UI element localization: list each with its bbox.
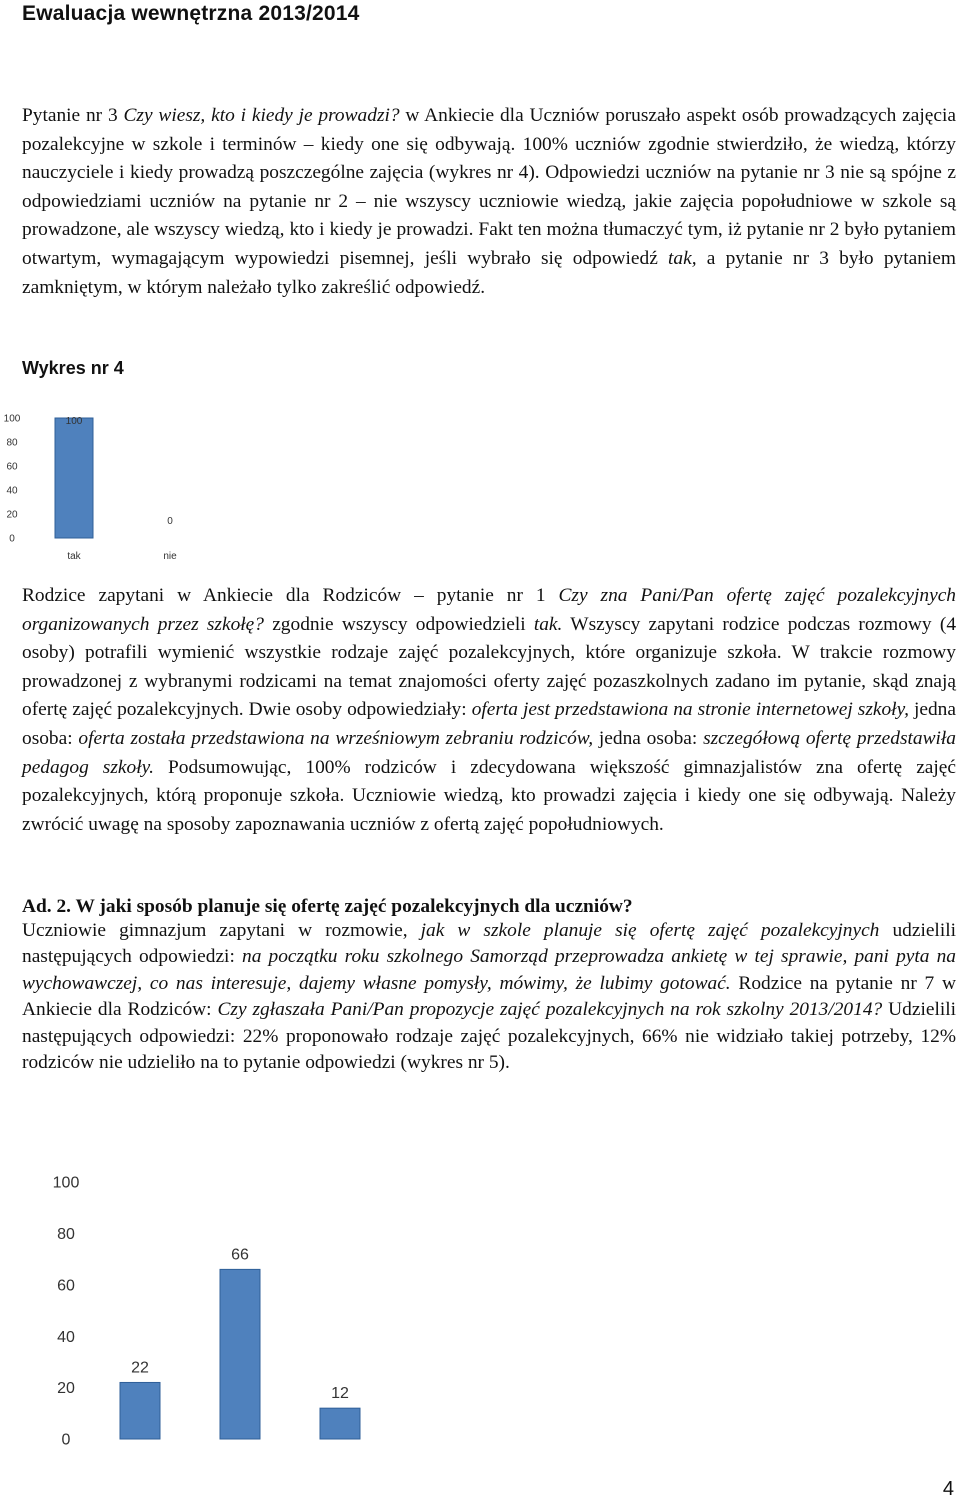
paragraph-parents — [22, 582, 956, 839]
y-tick-label: 80 — [57, 1226, 75, 1243]
italic-text: Czy zna Pani/Pan ofertę zajęć pozalekcyjnych organizowanych przez szkołę? — [22, 585, 956, 635]
italic-text: tak. — [533, 613, 563, 635]
chart-4 — [0, 404, 220, 564]
text: Rodzice zapytani w Ankiecie dla Rodziców – pytanie nr 1 — [22, 585, 559, 606]
y-tick-label: 60 — [57, 1277, 75, 1295]
page-header-title: Ewaluacja wewnętrzna 2013/2014 — [22, 2, 360, 25]
italic-text: tak, — [668, 247, 697, 269]
category-label: tak — [67, 551, 81, 562]
text: Uczniowie gimnazjum zapytani w rozmowie, — [22, 920, 421, 941]
bar — [55, 418, 93, 538]
y-tick-label: 40 — [57, 1328, 75, 1346]
data-label: 12 — [331, 1385, 349, 1403]
text: zgodnie wszyscy odpowiedzieli — [263, 613, 534, 635]
text: a pytanie nr 3 było pytaniem zamkniętym, w którym należało tylko zakreślić odpowiedź. — [22, 247, 956, 298]
italic-text: oferta została przedstawiona na wrześniowym zebraniu rodziców, — [78, 727, 594, 749]
paragraph-planning — [22, 918, 956, 1076]
y-tick-label: 40 — [6, 485, 18, 497]
text: w Ankiecie dla Uczniów poruszało aspekt osób prowadzących zajęcia pozalekcyjne w szkole i terminów – kiedy one się odbywają. 100% uczniów zgodnie stwierdziło, że wiedzą, którzy nauczyciele i kiedy prowadzą poszczególne zajęcia (wykres nr 4). Odpowiedzi uczniów na pytanie nr 3 nie są spójne z odpowiedziami uczniów na pytanie nr 2 – nie wszyscy uczniowie wiedzą, jakie zajęcia popołudniowe w szkole są prowadzone, ale wszyscy wiedzą, kto i kiedy je prowadzi. Fakt ten można tłumaczyć tym, iż pytanie nr 2 było pytaniem otwartym, wymagającym wypowiedzi pisemnej, jeśli wybrało się odpowiedź — [22, 105, 956, 269]
italic-text: oferta jest przedstawiona na stronie internetowej szkoły, — [471, 699, 909, 721]
category-label: nie — [163, 551, 177, 562]
y-tick-label: 20 — [6, 509, 18, 521]
chart-4-caption: Wykres nr 4 — [22, 358, 124, 378]
paragraph-question-3 — [22, 102, 956, 302]
text: jedna osoba: — [593, 727, 704, 749]
data-label: 100 — [65, 416, 83, 427]
italic-text: na początku roku szkolnego Samorząd przeprowadza ankietę w tej sprawie, pani pyta na wychowawczej, co nas interesuje, dajemy własne pomysły, mówimy, że lubimy gotować. — [22, 946, 956, 994]
italic-text: Czy zgłaszała Pani/Pan propozycje zajęć pozalekcyjnych na rok szkolny 2013/2014? — [217, 999, 883, 1021]
bar — [220, 1269, 260, 1439]
text: Pytanie nr 3 — [22, 105, 124, 126]
italic-text: szczegółową ofertę przedstawiła pedagog szkoły. — [22, 727, 956, 778]
italic-text: jak w szkole planuje się ofertę zajęć pozalekcyjnych — [420, 920, 880, 941]
text: udzielili następujących odpowiedzi: — [22, 920, 956, 968]
y-tick-label: 100 — [52, 1174, 80, 1192]
text: jedna osoba: — [22, 699, 956, 749]
text: Rodzice na pytanie nr 7 w Ankiecie dla Rodziców: — [22, 972, 957, 1021]
y-tick-label: 100 — [3, 413, 21, 425]
chart-5 — [0, 1160, 440, 1460]
page-number: 4 — [942, 1478, 954, 1500]
bar — [120, 1382, 160, 1439]
y-tick-label: 60 — [6, 461, 18, 473]
text: Wszyscy zapytani rodzice podczas rozmowy (4 osoby) potrafili wymienić wszystkie rodzaje zajęć pozalekcyjnych, które organizuje szkoła. W trakcie rozmowy prowadzonej z wybranymi rodzicami na temat znajomości oferty zajęć pozaszkolnych zadano im pytanie, skąd znają ofertę zajęć pozalekcyjnych. Dwie osoby odpowiedziały: — [22, 613, 957, 721]
y-tick-label: 0 — [9, 533, 15, 545]
text: Udzielili następujących odpowiedzi: 22% proponowało rodzaje zajęć pozalekcyjnych, 66% nie widziało takiej potrzeby, 12% rodziców nie udzieliło na to pytanie odpowiedzi (wykres nr 5). — [22, 999, 956, 1074]
section-heading-ad2: Ad. 2. W jaki sposób planuje się ofertę zajęć pozalekcyjnych dla uczniów? — [22, 896, 633, 917]
data-label: 66 — [231, 1246, 249, 1264]
y-tick-label: 0 — [61, 1431, 71, 1449]
italic-text: Czy wiesz, kto i kiedy je prowadzi? — [123, 105, 400, 126]
text: Podsumowując, 100% rodziców i zdecydowana większość gimnazjalistów zna ofertę zajęć pozalekcyjnych, którą proponuje szkoła. Uczniowie wiedzą, kto prowadzi zajęcia i kiedy one się odbywają. Należy zwrócić uwagę na sposoby zapoznawania uczniów z ofertą zajęć popołudniowych. — [22, 756, 957, 835]
bar — [320, 1408, 360, 1439]
data-label: 22 — [131, 1359, 149, 1377]
y-tick-label: 80 — [6, 437, 18, 449]
data-label: 0 — [167, 516, 173, 527]
y-tick-label: 20 — [57, 1380, 75, 1398]
